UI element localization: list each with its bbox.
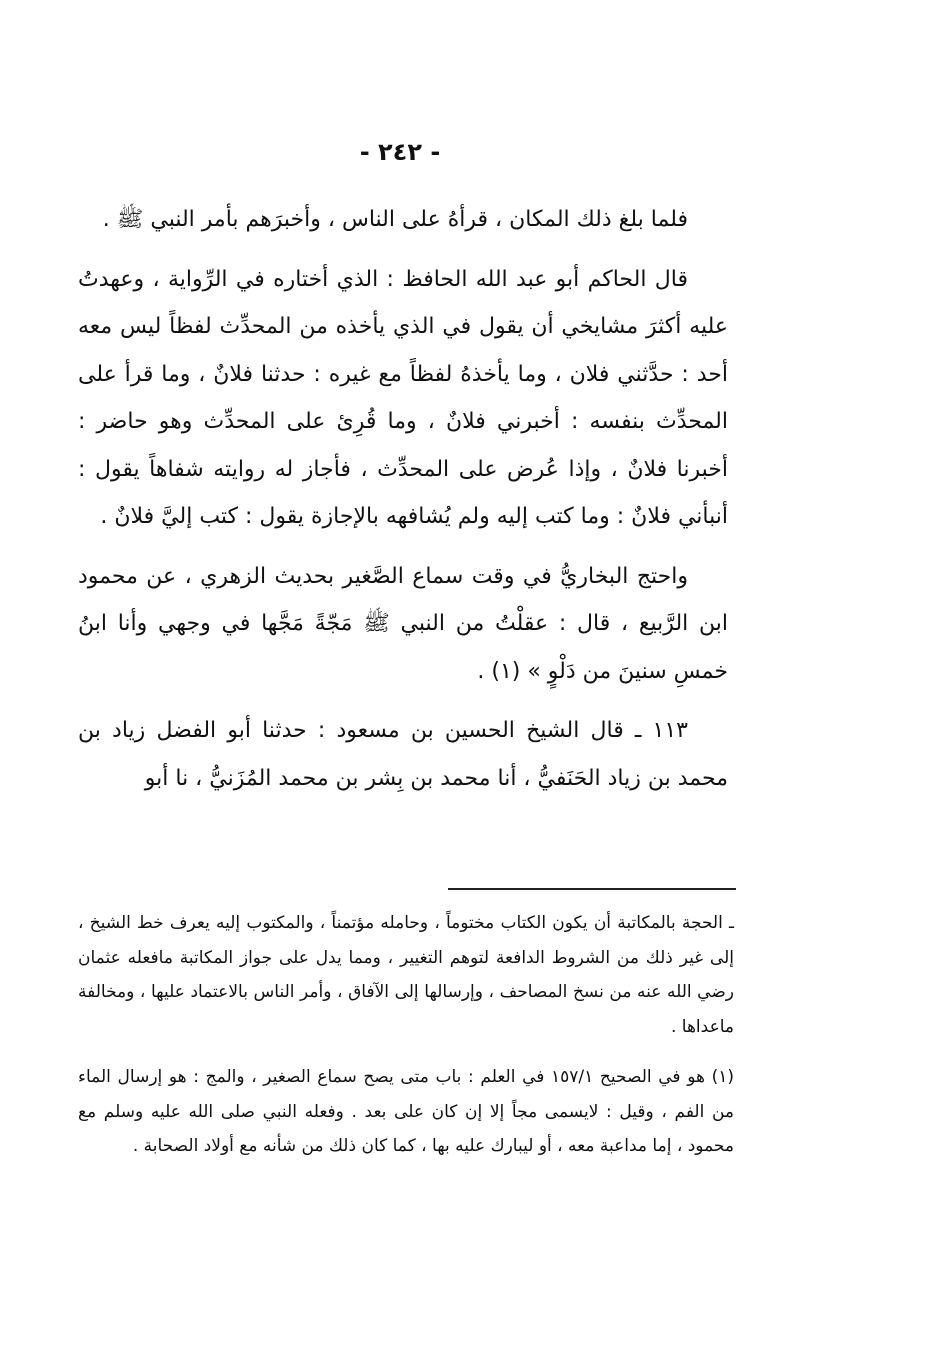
paragraph-3: واحتج البخاريُّ في وقت سماع الصَّغير بحديث الزهري ، عن محمود ابن الرَّبيع ، قال : عقلْتُ من النبي ﷺ مَجّةً مَجَّها في وجهي وأنا ابنُ خمسِ سنينَ من دَلْوٍ » (١) . — [78, 563, 728, 684]
footnote-continued: ـ الحجة بالمكاتبة أن يكون الكتاب مختوماً ، وحامله مؤتمناً ، والمكتوب إليه يعرف خط الشيخ ، إلى غير ذلك من الشروط الدافعة لتوهم التغيير ، ومما يدل على جواز المكاتبة مافعله عثمان رضي الله عنه من نسخ المصاحف ، وإرسالها إلى الآفاق ، وأمر الناس بالاعتماد عليها ، ومخالفة ماعداها . — [78, 913, 734, 1037]
paragraph-4: ١١٣ ـ قال الشيخ الحسين بن مسعود : حدثنا أبو الفضل زياد بن محمد بن زياد الحَنَفيُّ ، أنا محمد بن بِشر بن محمد المُزَنيُّ ، نا أبو — [78, 718, 728, 791]
footnote-1: (١) هو في الصحيح ١٥٧/١ في العلم : باب متى يصح سماع الصغير ، والمج : هو إرسال الماء من الفم ، وقيل : لايسمى مجاً إلا إن كان على بعد . وفعله النبي صلى الله عليه وسلم مع محمود ، إما مداعبة معه ، أو ليبارك عليه بها ، كما كان ذلك من شأنه مع أولاد الصحابة . — [78, 1067, 734, 1156]
main-text — [78, 196, 728, 802]
paragraph-2: قال الحاكم أبو عبد الله الحافظ : الذي أختاره في الرِّواية ، وعهدتُ عليه أكثرَ مشايخي أن يقول في الذي يأخذه من المحدِّث لفظاً ليس معه أحد : حدَّثني فلان ، وما يأخذهُ لفظاً مع غيره : حدثنا فلانٌ ، وما قرأ على المحدِّث بنفسه : أخبرني فلانٌ ، وما قُرِئ على المحدِّث وهو حاضر : أخبرنا فلانٌ ، وإذا عُرض على المحدِّث ، فأجاز له روايته شفاهاً يقول : أنبأني فلانٌ : وما كتب إليه ولم يُشافهه بالإجازة يقول : كتب إليَّ فلانٌ . — [78, 266, 728, 529]
footnotes — [78, 906, 734, 1164]
footnote-divider — [448, 888, 736, 890]
paragraph-1: فلما بلغ ذلك المكان ، قرأهُ على الناس ، وأخبرَهم بأمر النبي ﷺ . — [102, 207, 688, 232]
page-number: - ٢٤٢ - — [359, 138, 441, 166]
